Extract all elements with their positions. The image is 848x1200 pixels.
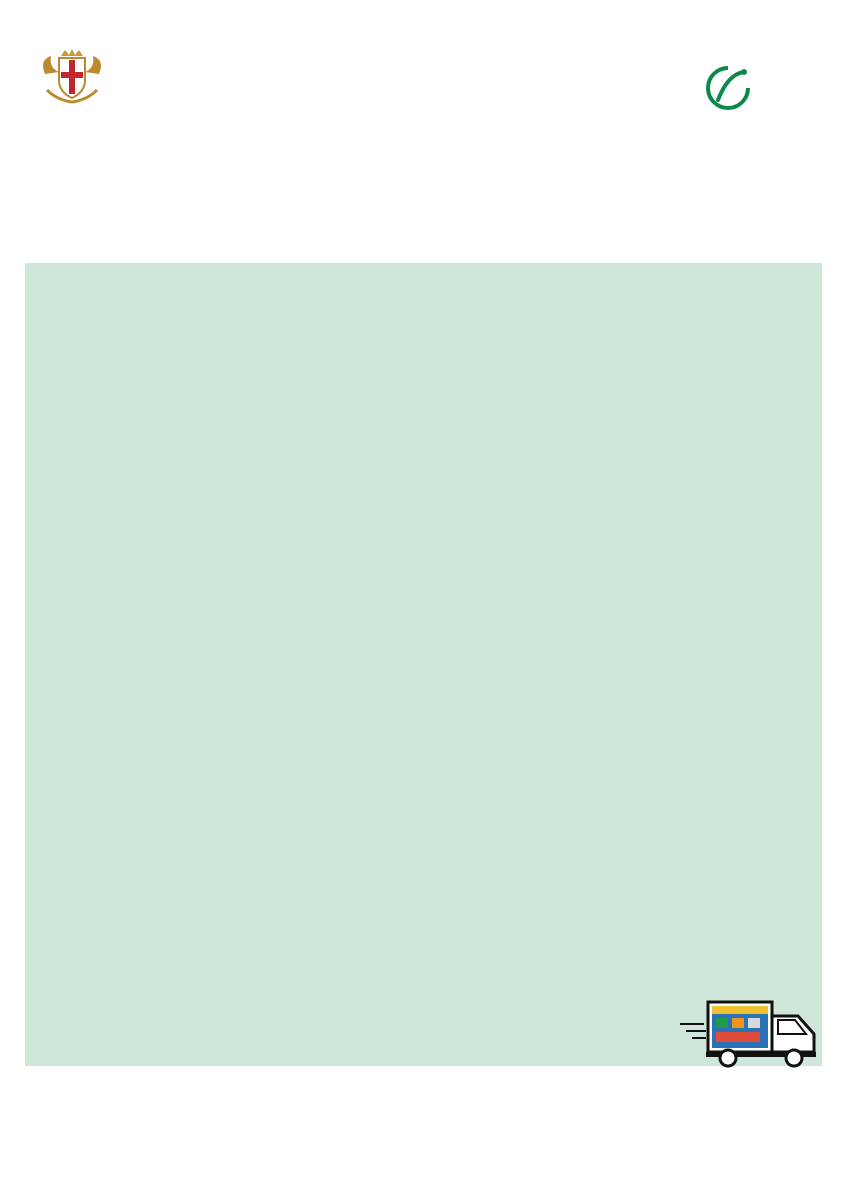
- amiu-logo: [704, 64, 834, 116]
- truck-icon: [680, 998, 820, 1068]
- schedule-panel: [25, 263, 822, 1066]
- month-heading: [58, 287, 62, 321]
- comune-di-genova-logo: [14, 46, 130, 126]
- amiu-swirl-icon: [704, 64, 752, 112]
- footer-color-bar: [0, 1161, 848, 1200]
- top-color-bar: [0, 0, 848, 37]
- coat-of-arms-icon: [37, 46, 107, 106]
